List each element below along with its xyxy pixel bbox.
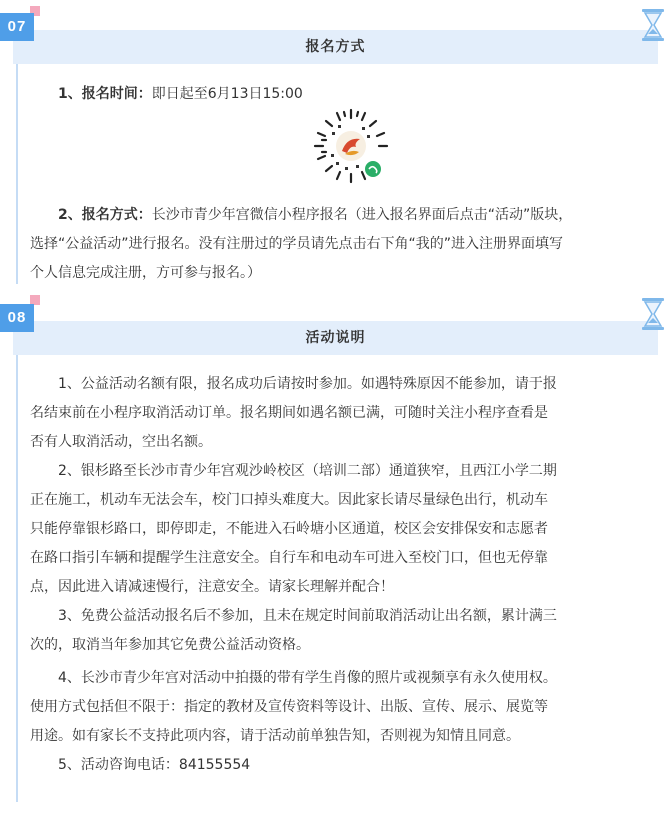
time-value: 即日起至6月13日15:00 (151, 86, 303, 102)
section-title: 报名方式 (13, 30, 658, 64)
mini-program-code-icon (312, 107, 390, 185)
section-activity-notes (0, 292, 665, 828)
note-2-line-2: 正在施工，机动车无法会车，校门口掉头难度大。因此家长请尽量绿色出行，机动车 (30, 492, 548, 508)
hourglass-icon (641, 8, 665, 42)
note-3-line-2: 次的，取消当年参加其它免费公益活动资格。 (30, 637, 310, 653)
note-4-line-2: 使用方式包括但不限于：指定的教材及宣传资料等设计、出版、宣传、展示、展览等 (30, 699, 548, 715)
note-2-line-4: 在路口指引车辆和提醒学生注意安全。自行车和电动车可进入至校门口，但也无停靠 (30, 550, 548, 566)
registration-method-line-1: 2、报名方式：长沙市青少年宫微信小程序报名（进入报名界面后点击“活动”版块， (58, 207, 573, 223)
time-label: 1、报名时间： (58, 86, 152, 102)
note-2-line-3: 只能停靠银杉路口，即停即走，不能进入石岭塘小区通道，校区会安排保安和志愿者 (30, 521, 548, 537)
registration-method-line-2: 选择“公益活动”进行报名。没有注册过的学员请先点击右下角“我的”进入注册界面填写 (30, 236, 564, 252)
registration-method-line-3: 个人信息完成注册，方可参与报名。） (30, 265, 261, 281)
note-4-line-3: 用途。如有家长不支持此项内容，请于活动前单独告知，否则视为知情且同意。 (30, 728, 520, 744)
contact-phone: 5、活动咨询电话：84155554 (58, 757, 251, 773)
note-1-line-2: 名结束前在小程序取消活动订单。报名期间如遇名额已满，可随时关注小程序查看是 (30, 405, 548, 421)
note-1-line-3: 否有人取消活动，空出名额。 (30, 434, 212, 450)
section-left-rule (16, 48, 18, 284)
section-number-badge: 08 (0, 304, 34, 332)
hourglass-icon (641, 297, 665, 331)
note-4-line-1: 4、长沙市青少年宫对活动中拍摄的带有学生肖像的照片或视频享有永久使用权。 (58, 670, 557, 686)
note-3-line-1: 3、免费公益活动报名后不参加，且未在规定时间前取消活动让出名额，累计满三 (58, 608, 557, 624)
section-title: 活动说明 (13, 321, 658, 355)
note-1-line-1: 1、公益活动名额有限，报名成功后请按时参加。如遇特殊原因不能参加，请于报 (58, 376, 557, 392)
registration-time (58, 83, 665, 103)
section-registration (0, 0, 665, 290)
section-left-rule (16, 350, 18, 802)
note-2-line-5: 点，因此进入请减速慢行，注意安全。请家长理解并配合！ (30, 579, 394, 595)
method-label: 2、报名方式： (58, 207, 152, 223)
note-2-line-1: 2、银杉路至长沙市青少年宫观沙岭校区（培训二部）通道狭窄，且西江小学二期 (58, 463, 557, 479)
section-number-badge: 07 (0, 13, 34, 41)
